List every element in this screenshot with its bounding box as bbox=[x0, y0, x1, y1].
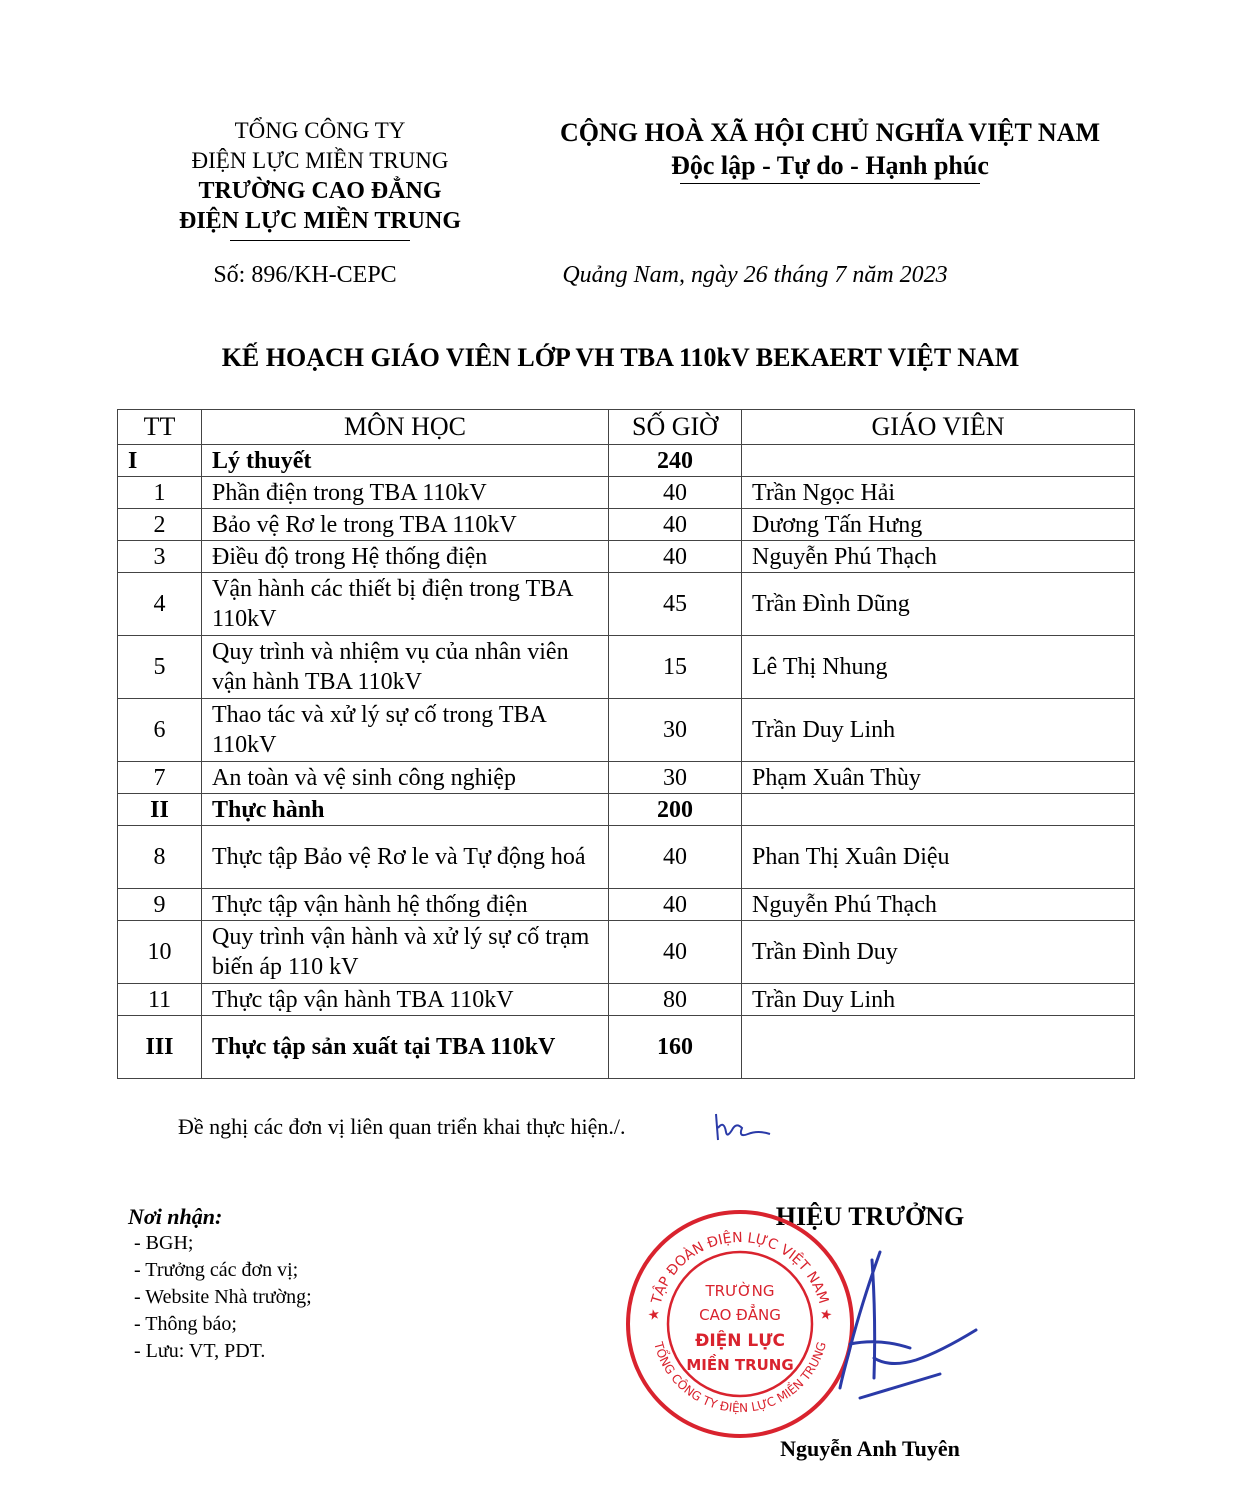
table-row-section bbox=[118, 794, 1135, 826]
document-number: Số: 896/KH-CEPC bbox=[213, 262, 397, 288]
row-hours: 30 bbox=[609, 699, 742, 762]
school-name-line1: TRƯỜNG CAO ĐẲNG bbox=[198, 178, 442, 204]
recipient-item: - Website Nhà trường; bbox=[134, 1286, 312, 1308]
row-teacher: Phan Thị Xuân Diệu bbox=[742, 826, 1135, 889]
signatory-title: HIỆU TRƯỞNG bbox=[775, 1202, 965, 1231]
row-tt: II bbox=[118, 794, 202, 826]
initial-stroke bbox=[716, 1114, 770, 1140]
row-hours: 40 bbox=[609, 889, 742, 921]
row-hours: 40 bbox=[609, 541, 742, 573]
row-hours: 40 bbox=[609, 826, 742, 889]
row-subject: Quy trình và nhiệm vụ của nhân viên vận hành TBA 110kV bbox=[202, 636, 609, 699]
row-tt: 8 bbox=[118, 826, 202, 889]
table-row-section bbox=[118, 1016, 1135, 1079]
request-text: Đề nghị các đơn vị liên quan triển khai thực hiện./. bbox=[178, 1114, 626, 1139]
row-teacher: Phạm Xuân Thùy bbox=[742, 762, 1135, 794]
row-teacher: Trần Đình Dũng bbox=[742, 573, 1135, 636]
recipients-block bbox=[128, 1204, 312, 1365]
row-teacher: Lê Thị Nhung bbox=[742, 636, 1135, 699]
row-tt: 9 bbox=[118, 889, 202, 921]
row-hours: 40 bbox=[609, 921, 742, 984]
recipient-item: - Trưởng các đơn vị; bbox=[134, 1259, 299, 1281]
table-row bbox=[118, 889, 1135, 921]
row-tt: 2 bbox=[118, 509, 202, 541]
parent-org-line1: TỔNG CÔNG TY bbox=[234, 118, 406, 143]
row-subject: An toàn và vệ sinh công nghiệp bbox=[202, 762, 609, 794]
recipient-item: - Lưu: VT, PDT. bbox=[134, 1340, 266, 1362]
row-teacher bbox=[742, 445, 1135, 477]
recipients-title: Nơi nhận: bbox=[128, 1204, 223, 1229]
national-motto: Độc lập - Tự do - Hạnh phúc bbox=[671, 151, 989, 180]
row-hours: 45 bbox=[609, 573, 742, 636]
country-name: CỘNG HOÀ XÃ HỘI CHỦ NGHĨA VIỆT NAM bbox=[559, 118, 1101, 147]
issuer-block bbox=[150, 116, 490, 241]
row-teacher: Trần Ngọc Hải bbox=[742, 477, 1135, 509]
header-hours: SỐ GIỜ bbox=[609, 410, 742, 445]
row-teacher: Nguyễn Phú Thạch bbox=[742, 889, 1135, 921]
row-tt: 11 bbox=[118, 984, 202, 1016]
national-heading bbox=[520, 116, 1140, 184]
signature-stroke bbox=[840, 1252, 976, 1398]
stamp-line-3: ĐIỆN LỰC bbox=[695, 1331, 785, 1351]
row-tt: 6 bbox=[118, 699, 202, 762]
parent-org-line2: ĐIỆN LỰC MIỀN TRUNG bbox=[191, 148, 449, 173]
recipient-item: - Thông báo; bbox=[134, 1313, 237, 1335]
row-subject: Phần điện trong TBA 110kV bbox=[202, 477, 609, 509]
table-row bbox=[118, 477, 1135, 509]
table-row bbox=[118, 984, 1135, 1016]
row-teacher bbox=[742, 794, 1135, 826]
row-teacher: Dương Tấn Hưng bbox=[742, 509, 1135, 541]
row-subject: Bảo vệ Rơ le trong TBA 110kV bbox=[202, 509, 609, 541]
table-row bbox=[118, 699, 1135, 762]
row-tt: I bbox=[118, 445, 202, 477]
row-hours: 30 bbox=[609, 762, 742, 794]
row-tt: 10 bbox=[118, 921, 202, 984]
header-tt: TT bbox=[118, 410, 202, 445]
row-subject: Thao tác và xử lý sự cố trong TBA 110kV bbox=[202, 699, 609, 762]
row-subject: Vận hành các thiết bị điện trong TBA 110kV bbox=[202, 573, 609, 636]
motto-divider bbox=[680, 183, 980, 184]
table-row-section bbox=[118, 445, 1135, 477]
row-hours: 80 bbox=[609, 984, 742, 1016]
row-subject: Thực hành bbox=[202, 794, 609, 826]
table-row bbox=[118, 573, 1135, 636]
recipient-item: - BGH; bbox=[134, 1232, 194, 1254]
table-row bbox=[118, 636, 1135, 699]
stamp-inner-ring bbox=[668, 1252, 812, 1396]
row-tt: 7 bbox=[118, 762, 202, 794]
row-subject: Thực tập vận hành hệ thống điện bbox=[202, 889, 609, 921]
row-teacher: Nguyễn Phú Thạch bbox=[742, 541, 1135, 573]
row-subject: Lý thuyết bbox=[202, 445, 609, 477]
row-tt: 5 bbox=[118, 636, 202, 699]
row-hours: 40 bbox=[609, 509, 742, 541]
handwritten-signature bbox=[820, 1248, 990, 1428]
signer-name: Nguyễn Anh Tuyên bbox=[780, 1436, 960, 1461]
stamp-line-1: TRƯỜNG bbox=[705, 1282, 775, 1300]
row-hours: 40 bbox=[609, 477, 742, 509]
table-row bbox=[118, 921, 1135, 984]
row-teacher bbox=[742, 1016, 1135, 1079]
row-subject: Điều độ trong Hệ thống điện bbox=[202, 541, 609, 573]
row-teacher: Trần Đình Duy bbox=[742, 921, 1135, 984]
table-row bbox=[118, 826, 1135, 889]
school-name-line2: ĐIỆN LỰC MIỀN TRUNG bbox=[178, 208, 462, 234]
document-title: KẾ HOẠCH GIÁO VIÊN LỚP VH TBA 110kV BEKAERT VIỆT NAM bbox=[221, 343, 1020, 372]
row-tt: III bbox=[118, 1016, 202, 1079]
initial-signature bbox=[708, 1110, 778, 1146]
stamp-line-2: CAO ĐẲNG bbox=[699, 1306, 781, 1324]
table-row bbox=[118, 762, 1135, 794]
header-teacher: GIÁO VIÊN bbox=[742, 410, 1135, 445]
row-hours: 160 bbox=[609, 1016, 742, 1079]
table-header-row bbox=[118, 410, 1135, 445]
row-tt: 4 bbox=[118, 573, 202, 636]
stamp-line-4: MIỀN TRUNG bbox=[686, 1356, 794, 1374]
stamp-outer-text-bottom: TỔNG CÔNG TY ĐIỆN LỰC MIỀN TRUNG bbox=[651, 1340, 829, 1416]
row-teacher: Trần Duy Linh bbox=[742, 984, 1135, 1016]
row-subject: Thực tập sản xuất tại TBA 110kV bbox=[202, 1016, 609, 1079]
row-hours: 240 bbox=[609, 445, 742, 477]
place-date: Quảng Nam, ngày 26 tháng 7 năm 2023 bbox=[562, 262, 948, 288]
row-tt: 1 bbox=[118, 477, 202, 509]
row-hours: 200 bbox=[609, 794, 742, 826]
table-row bbox=[118, 541, 1135, 573]
stamp-outer-text-top: ★ TẬP ĐOÀN ĐIỆN LỰC VIỆT NAM ★ bbox=[645, 1229, 835, 1322]
row-teacher: Trần Duy Linh bbox=[742, 699, 1135, 762]
row-tt: 3 bbox=[118, 541, 202, 573]
row-subject: Quy trình vận hành và xử lý sự cố trạm biến áp 110 kV bbox=[202, 921, 609, 984]
row-subject: Thực tập vận hành TBA 110kV bbox=[202, 984, 609, 1016]
row-hours: 15 bbox=[609, 636, 742, 699]
teacher-plan-table bbox=[117, 409, 1135, 1079]
row-subject: Thực tập Bảo vệ Rơ le và Tự động hoá bbox=[202, 826, 609, 889]
issuer-divider bbox=[230, 240, 410, 241]
table-row bbox=[118, 509, 1135, 541]
header-subject: MÔN HỌC bbox=[202, 410, 609, 445]
